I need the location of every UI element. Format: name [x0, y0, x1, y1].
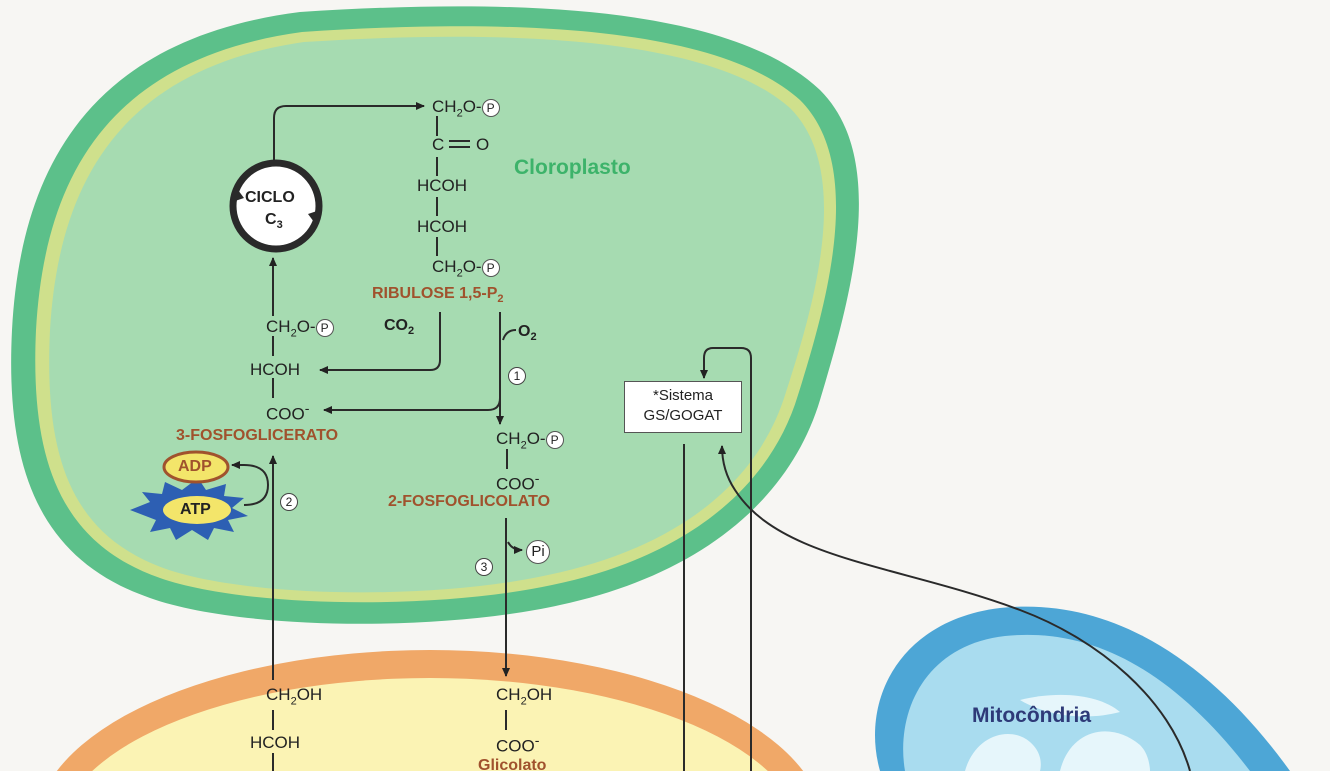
ribulose-row2-c: C [432, 135, 445, 154]
ribulose-row1: $CH_2O-$ P [432, 98, 500, 119]
atp-label: ATP [180, 501, 211, 518]
calvin-cycle-ring [232, 163, 320, 249]
co2-label: $CO_2$ [384, 317, 415, 338]
ribulose-name: RIBULOSE $1,5-P_2$ [372, 285, 504, 306]
gs-gogat-line1: *Sistema [652, 387, 714, 404]
cycle-label: CICLO [245, 189, 295, 206]
pga-row2: HCOH [250, 360, 301, 379]
pga-row3: COO- [266, 401, 310, 424]
pgly-row2: COO- [496, 471, 540, 494]
glycerate-row2: HCOH [250, 733, 301, 752]
pga-row1: $CH_2O-$ P [266, 318, 334, 339]
ribulose-row3: HCOH [417, 176, 468, 195]
phosphate-icon: P [316, 319, 334, 337]
mitochondrion-shape [875, 607, 1290, 771]
ribulose-row5: $CH_2O-$ P [432, 258, 500, 279]
phosphate-icon: P [482, 99, 500, 117]
phosphate-icon: P [546, 431, 564, 449]
phosphate-icon: P [482, 259, 500, 277]
gs-gogat-box [624, 381, 742, 433]
step-3-badge: 3 [475, 558, 493, 576]
pgly-name: 2-FOSFOGLICOLATO [388, 493, 551, 510]
glycolate-row1: $CH_2OH$ [496, 685, 553, 708]
ribulose-row2-o: O [476, 135, 490, 154]
pga-name: 3-FOSFOGLICERATO [176, 427, 339, 444]
chloroplast-label: Cloroplasto [514, 156, 631, 179]
pi-label: Pi [526, 540, 550, 564]
peroxisome-shape [35, 650, 825, 771]
cycle-c3-label: $C_3$ [265, 211, 283, 232]
glycerate-row1: $CH_2OH$ [266, 685, 323, 708]
glycolate-name: Glicolato [478, 757, 547, 771]
gs-gogat-line2: GS/GOGAT [643, 407, 723, 424]
step-1-badge: 1 [508, 367, 526, 385]
mitochondrion-label: Mitocôndria [972, 704, 1091, 727]
pgly-row1: $CH_2O-$ P [496, 430, 564, 451]
adp-label: ADP [178, 458, 212, 475]
step-2-badge: 2 [280, 493, 298, 511]
ribulose-row4: HCOH [417, 217, 468, 236]
glycolate-row2: COO- [496, 733, 540, 756]
o2-label: $O_2$ [518, 323, 537, 344]
